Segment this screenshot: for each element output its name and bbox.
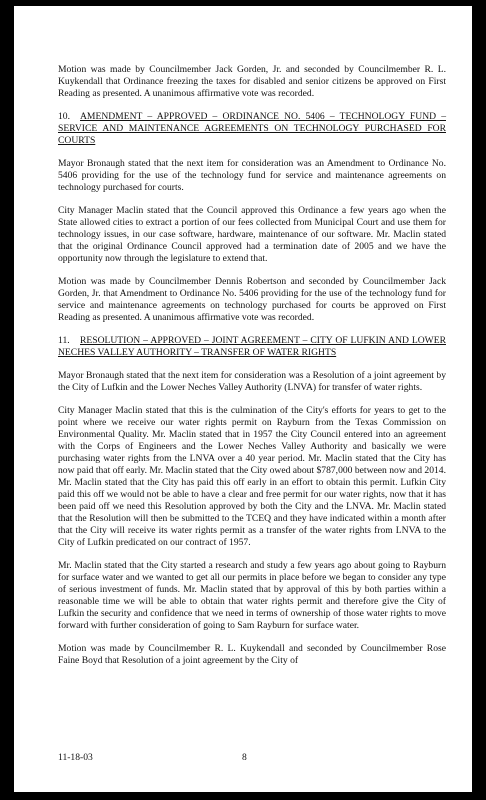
item-10-heading <box>58 111 446 147</box>
item-10-paragraph-motion: Motion was made by Councilmember Dennis Robertson and seconded by Councilmember Jack Gorden, Jr. that Amendment to Ordinance No. 5406 providing for the use of the technology fund for service and maintenance agreements on technology purchased for courts be approved on First Reading as presented. A unanimous affirmative vote was recorded. <box>58 276 446 323</box>
item-11-heading <box>58 335 446 359</box>
item-10-paragraph-manager: City Manager Maclin stated that the Council approved this Ordinance a few years ago when the State allowed cities to extract a portion of our fees collected from Municipal Court and use them for technology issues, in our case software, hardware, maintenance of our software. Mr. Maclin stated that the original Ordinance Council approved had a termination date of 2005 and we have the opportunity now through the legislature to extend that. <box>58 205 446 264</box>
item-11-paragraph-intro: Mayor Bronaugh stated that the next item for consideration was a Resolution of a joint agreement by the City of Lufkin and the Lower Neches Valley Authority (LNVA) for transfer of water rights. <box>58 370 446 393</box>
item-11-paragraph-manager: City Manager Maclin stated that this is the culmination of the City's efforts for years to get to the point where we receive our water rights permit on Rayburn from the Texas Commission on Environmental Quality. Mr. Maclin stated that in 1957 the City Council entered into an agreement with the Corps of Engineers and the Lower Neches Valley Authority and basically we were purchasing water rights from the LNVA over a 40 year period. Mr. Maclin stated that the City has now paid that off early. Mr. Maclin stated that the City owed about $787,000 between now and 2014. Mr. Maclin stated that the City has paid this off early in an effort to obtain this permit. Lufkin City paid this off we would not be able to have a clear and free permit for our water rights, now that it has been paid off we need this Resolution approved by both the City and the LNVA. Mr. Maclin stated that the Resolution will then be submitted to the TCEQ and they have indicated within a month after that the City will receive its water rights permit as a transfer of the water rights from LNVA to the City of Lufkin predicated on our contract of 1957. <box>58 405 446 548</box>
item-11-paragraph-rayburn: Mr. Maclin stated that the City started a research and study a few years ago about going to Rayburn for surface water and we wanted to get all our permits in place before we began to consider any type of serious investment of funds. Mr. Maclin stated that by approval of this by both parties within a reasonable time we will be able to obtain that water rights permit and therefore give the City of Lufkin the security and confidence that we need in terms of ownership of those water rights to move forward with further consideration of going to Sam Rayburn for surface water. <box>58 560 446 631</box>
item-10-title: AMENDMENT – APPROVED – ORDINANCE NO. 5406 – TECHNOLOGY FUND – SERVICE AND MAINTENANCE AGREEMENTS ON TECHNOLOGY PURCHASED FOR COURTS <box>58 111 446 146</box>
item-11-title: RESOLUTION – APPROVED – JOINT AGREEMENT – CITY OF LUFKIN AND LOWER NECHES VALLEY AUTHORITY – TRANSFER OF WATER RIGHTS <box>58 335 446 358</box>
document-page <box>14 6 472 792</box>
item-11-number: 11. <box>58 335 70 346</box>
item-10-paragraph-intro: Mayor Bronaugh stated that the next item for consideration was an Amendment to Ordinance No. 5406 providing for the use of the technology fund for service and maintenance agreements on technology purchased for courts. <box>58 158 446 193</box>
item-11-paragraph-motion: Motion was made by Councilmember R. L. Kuykendall and seconded by Councilmember Rose Faine Boyd that Resolution of a joint agreement by the City of <box>58 643 446 666</box>
footer-date: 11-18-03 <box>58 752 93 763</box>
footer-page-number: 8 <box>242 752 247 763</box>
item-10-number: 10. <box>58 111 70 122</box>
paragraph-motion-tax-freeze: Motion was made by Councilmember Jack Gorden, Jr. and seconded by Councilmember R. L. Kuykendall that Ordinance freezing the taxes for disabled and senior citizens be approved on First Reading as presented. A unanimous affirmative vote was recorded. <box>58 64 446 99</box>
